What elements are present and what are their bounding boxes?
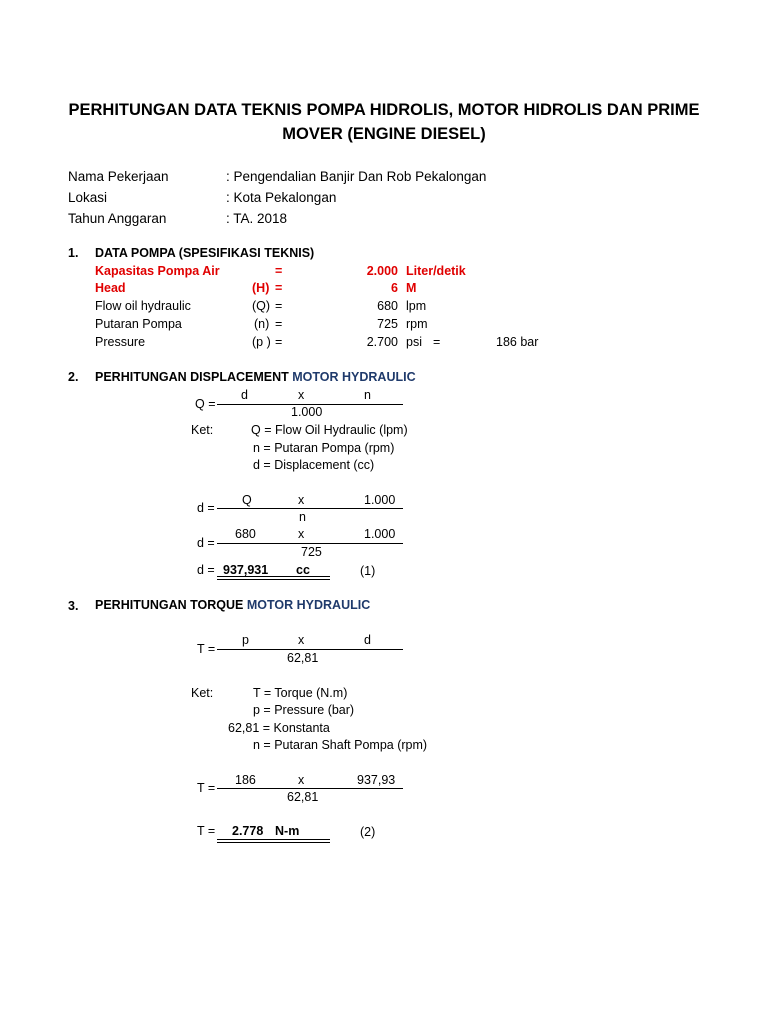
result-t-unit: N-m: [275, 824, 300, 838]
spec-unit-capacity: Liter/detik: [406, 264, 466, 278]
spec-unit-flow: lpm: [406, 299, 427, 313]
result-t-value: 2.778: [232, 824, 264, 838]
spec-symbol-rpm: (n): [254, 317, 270, 331]
spec-unit-rpm: rpm: [406, 317, 428, 331]
result-d-underline-2: [217, 579, 330, 580]
spec-value-rpm: 725: [377, 317, 398, 331]
spec-value-pressure: 2.700: [366, 335, 398, 349]
section3-heading-b: MOTOR HYDRAULIC: [246, 598, 371, 612]
result-d-value: 937,931: [223, 563, 269, 577]
spec-unit-head: M: [406, 281, 417, 295]
result-d-ref: (1): [360, 564, 376, 578]
section2-ket-label: Ket:: [191, 423, 214, 437]
section2-heading: [95, 370, 416, 384]
spec-label-flow: Flow oil hydraulic: [95, 299, 191, 313]
spec-eq-pressure: =: [275, 335, 283, 349]
formula-t-op: x: [298, 633, 305, 647]
spec-value-flow: 680: [377, 299, 398, 313]
formula-t-fraction-bar: [217, 649, 403, 650]
page-title-line1: PERHITUNGAN DATA TEKNIS POMPA HIDROLIS, MOTOR HIDROLIS DAN PRIME: [68, 101, 700, 119]
spec-label-pressure: Pressure: [95, 335, 146, 349]
spec-value-head: 6: [391, 281, 398, 295]
spec-symbol-flow: (Q): [252, 299, 271, 313]
formula-q-den: 1.000: [291, 405, 323, 419]
formula-t-num-a: p: [242, 633, 249, 647]
result-d-underline-1: [217, 576, 330, 577]
step1-t-fraction-bar: [217, 788, 403, 789]
step2-d-num-b: 1.000: [364, 527, 396, 541]
info-value-location: : Kota Pekalongan: [226, 190, 337, 205]
page-title-line2: MOVER (ENGINE DIESEL): [282, 125, 486, 143]
step1-d-num-a: Q: [242, 493, 252, 507]
section2-heading-a: PERHITUNGAN DISPLACEMENT: [95, 370, 293, 384]
formula-q-num-a: d: [241, 388, 248, 402]
section2-heading-b: MOTOR HYDRAULIC: [292, 370, 416, 384]
section2-ket-item: d = Displacement (cc): [253, 458, 375, 472]
step2-d-den: 725: [301, 545, 322, 559]
step1-d-num-b: 1.000: [364, 493, 396, 507]
section2-ket-item: Q = Flow Oil Hydraulic (lpm): [251, 423, 408, 437]
step1-d-lhs: d =: [197, 501, 215, 515]
spec-value2-pressure: 186 bar: [496, 335, 539, 349]
spec-symbol-pressure: (p ): [252, 335, 271, 349]
spec-eq-head: =: [275, 281, 283, 295]
section3-ket-item: n = Putaran Shaft Pompa (rpm): [253, 738, 428, 752]
step1-t-num-b: 937,93: [357, 773, 396, 787]
section1-number: 1.: [68, 246, 79, 260]
step1-d-den: n: [299, 510, 306, 524]
formula-t-lhs: T =: [197, 642, 216, 656]
section2-ket-item: n = Putaran Pompa (rpm): [253, 441, 395, 455]
info-value-project: : Pengendalian Banjir Dan Rob Pekalongan: [226, 169, 487, 184]
section1-heading: DATA POMPA (SPESIFIKASI TEKNIS): [95, 246, 315, 260]
spec-eq-capacity: =: [275, 264, 283, 278]
spec-eq-flow: =: [275, 299, 283, 313]
info-label-location: Lokasi: [68, 190, 108, 205]
result-d-lhs: d =: [197, 563, 215, 577]
result-t-underline-1: [217, 839, 330, 840]
step1-t-lhs: T =: [197, 781, 216, 795]
formula-q-num-b: n: [364, 388, 371, 402]
info-value-year: : TA. 2018: [226, 211, 288, 226]
section3-heading: [95, 598, 370, 612]
section3-number: 3.: [68, 599, 79, 613]
spec-symbol-head: (H): [252, 281, 270, 295]
step2-d-op: x: [298, 527, 305, 541]
step2-d-num-a: 680: [235, 527, 256, 541]
spec-eq-rpm: =: [275, 317, 283, 331]
step1-d-fraction-bar: [217, 508, 403, 509]
result-t-ref: (2): [360, 825, 376, 839]
step1-t-op: x: [298, 773, 305, 787]
section3-ket-item: T = Torque (N.m): [253, 686, 348, 700]
formula-q-op: x: [298, 388, 305, 402]
step1-d-op: x: [298, 493, 305, 507]
section3-ket-item: 62,81 = Konstanta: [228, 721, 330, 735]
step2-d-lhs: d =: [197, 536, 215, 550]
step2-d-fraction-bar: [217, 543, 403, 544]
formula-t-den: 62,81: [287, 651, 319, 665]
formula-q-lhs: Q =: [195, 397, 216, 411]
spec-unit-pressure: psi: [406, 335, 422, 349]
spec-label-capacity: Kapasitas Pompa Air: [95, 264, 220, 278]
result-d-unit: cc: [296, 563, 310, 577]
step1-t-den: 62,81: [287, 790, 319, 804]
step1-t-num-a: 186: [235, 773, 256, 787]
spec-label-head: Head: [95, 281, 126, 295]
info-label-year: Tahun Anggaran: [68, 211, 167, 226]
result-t-underline-2: [217, 842, 330, 843]
formula-t-num-b: d: [364, 633, 371, 647]
spec-value-capacity: 2.000: [366, 264, 398, 278]
spec-label-rpm: Putaran Pompa: [95, 317, 182, 331]
spec-eq2-pressure: =: [433, 335, 441, 349]
result-t-lhs: T =: [197, 824, 216, 838]
section3-heading-a: PERHITUNGAN TORQUE: [95, 598, 247, 612]
section2-number: 2.: [68, 370, 79, 384]
section3-ket-item: p = Pressure (bar): [253, 703, 355, 717]
section3-ket-label: Ket:: [191, 686, 214, 700]
info-label-project: Nama Pekerjaan: [68, 169, 169, 184]
